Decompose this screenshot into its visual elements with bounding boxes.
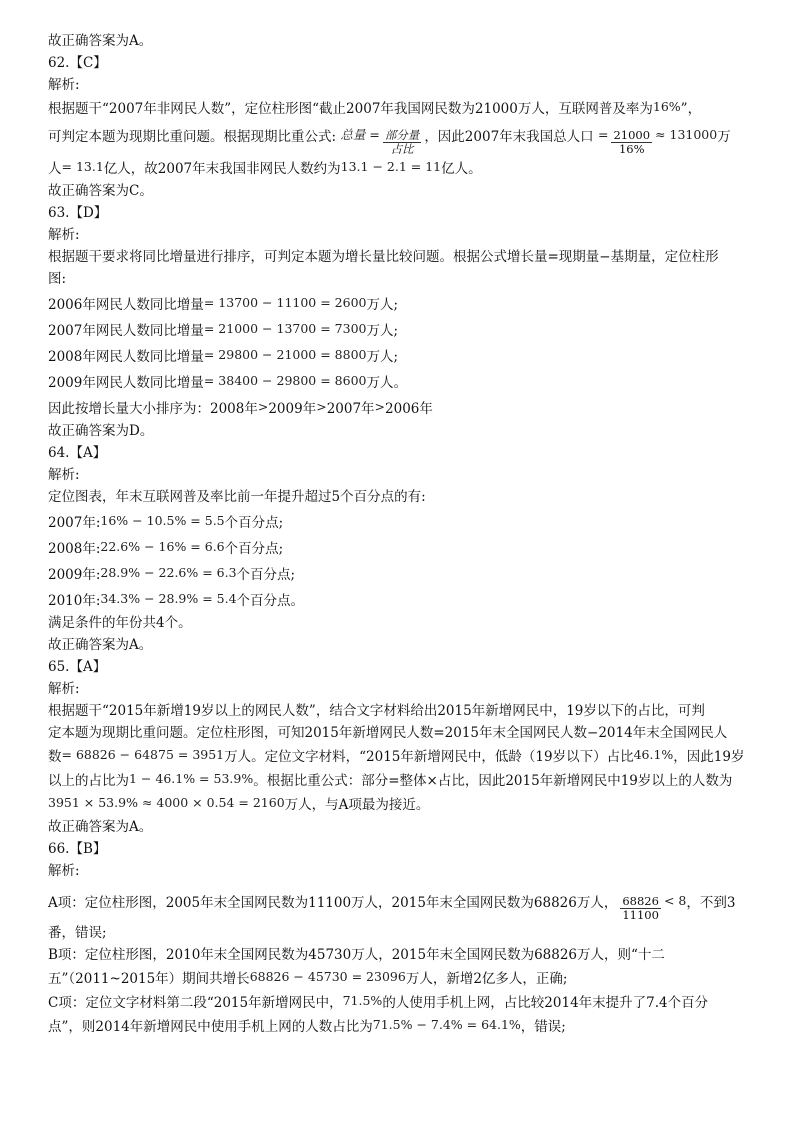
calculation-line	[48, 536, 760, 560]
math-expression: = 21000 − 13700 = 7300	[203, 321, 367, 336]
answer-conclusion: 故正确答案为A。	[48, 33, 153, 49]
math-expression: 34.3% − 28.9% = 5.4	[100, 591, 237, 606]
math-expression: = 68826 − 64875 = 3951	[61, 747, 225, 762]
text-segment: 万人，与A项最为接近。	[284, 797, 430, 813]
question-number-63: 63.【D】	[48, 205, 108, 221]
calculation-line	[48, 370, 760, 394]
text-segment: 2007年	[326, 401, 375, 417]
text-segment: 。根据比重公式：部分=整体×占比，因此2015年新增网民中19岁以上的人数为	[253, 773, 733, 789]
math-expression: >	[374, 399, 386, 414]
text-segment: 2007年:	[48, 515, 101, 531]
analysis-heading: 解析:	[48, 467, 80, 483]
question-number-65: 65.【A】	[48, 659, 107, 675]
math-expression: 1 − 46.1% = 53.9%	[129, 771, 254, 786]
fraction-numerator: 68826	[622, 894, 659, 908]
option-c-text	[48, 1014, 760, 1038]
explanation-text	[48, 768, 760, 792]
text-segment: 个百分点;	[224, 515, 284, 531]
text-segment: 亿人，故2007年末我国非网民人数约为	[103, 161, 341, 177]
fraction-denominator: 11100	[622, 908, 659, 922]
calculation-line	[48, 588, 760, 612]
text-segment: 点”，则2014年新增网民中使用手机上网的人数占比为	[48, 1019, 373, 1035]
explanation-text: 定本题为现期比重问题。定位柱形图，可知2015年新增网民人数=2015年末全国网民人数−2014年末全国网民人	[48, 725, 728, 741]
text-segment: 亿人。	[441, 161, 482, 177]
text-segment: A项：定位柱形图，2005年末全国网民数为11100万人，2015年末全国网民数为68826万人，	[48, 895, 618, 911]
text-segment: C项：定位文字材料第二段“2015年新增网民中，	[48, 995, 343, 1011]
analysis-heading: 解析:	[48, 227, 80, 243]
question-number-64: 64.【A】	[48, 445, 107, 461]
option-a-text	[48, 886, 760, 922]
text-segment: 的人使用手机上网，占比较2014年末提升了7.4个百分	[382, 995, 709, 1011]
analysis-heading: 解析:	[48, 77, 80, 93]
option-b-text	[48, 966, 760, 990]
fraction	[383, 129, 422, 156]
answer-conclusion: 故正确答案为D。	[48, 423, 154, 439]
text-segment: 个百分点。	[236, 593, 305, 609]
math-expression: 3951 × 53.9% ≈ 4000 × 0.54 = 2160	[48, 795, 285, 810]
text-segment: 2006年	[385, 401, 433, 417]
text-segment: 2008年网民人数同比增量	[48, 349, 204, 365]
text-segment: 2009年	[268, 401, 317, 417]
text-segment: 万人，新增2亿多人，正确;	[405, 971, 568, 987]
math-expression: = 29800 − 21000 = 8800	[203, 347, 367, 362]
calculation-line	[48, 292, 760, 316]
text-segment: ，因此2007年末我国总人口	[424, 129, 594, 145]
fraction	[611, 129, 652, 156]
math-expression: 68826 − 45730 = 23096	[249, 969, 406, 984]
math-expression: ≈ 131000	[655, 127, 718, 142]
answer-conclusion: 故正确答案为A。	[48, 819, 153, 835]
text-segment: 个百分点;	[224, 541, 284, 557]
text-segment: 万人;	[366, 323, 399, 339]
text-segment: 万人。	[366, 375, 407, 391]
analysis-heading: 解析:	[48, 863, 80, 879]
text-segment: 因此按增长量大小排序为：2008年	[48, 401, 258, 417]
text-segment: 可判定本题为现期比重问题。根据现期比重公式:	[48, 129, 337, 145]
math-expression: 71.5% − 7.4% = 64.1%	[372, 1017, 521, 1032]
text-segment: 2009年:	[48, 567, 101, 583]
explanation-text: 根据题干“2015年新增19岁以上的网民人数”，结合文字材料给出2015年新增网民中，19岁以下的占比，可判	[48, 703, 705, 719]
question-number-62: 62.【C】	[48, 55, 107, 71]
text-segment: ，错误;	[520, 1019, 566, 1035]
text-segment: 五”（2011~2015年）期间共增长	[48, 971, 250, 987]
text-segment: 以上的占比为	[48, 773, 129, 789]
math-expression: < 8	[663, 893, 687, 908]
text-segment: 数	[48, 749, 62, 765]
text-segment: 根据题干“2007年非网民人数”，定位柱形图“截止2007年我国网民数为21000万人，互联网普及率为	[48, 101, 653, 117]
explanation-text: 根据题干要求将同比增量进行排序，可判定本题为增长量比较问题。根据公式增长量=现期量−基期量，定位柱形	[48, 249, 719, 265]
fraction	[620, 895, 661, 922]
text-segment: 万	[717, 129, 731, 145]
text-segment: 2010年:	[48, 593, 101, 609]
calculation-line	[48, 510, 760, 534]
math-expression: >	[257, 399, 269, 414]
question-number-66: 66.【B】	[48, 841, 107, 857]
explanation-text	[48, 96, 760, 120]
text-segment: ，不到3	[686, 895, 736, 911]
explanation-text	[48, 396, 760, 420]
text-segment: 万人;	[366, 349, 399, 365]
answer-conclusion: 故正确答案为C。	[48, 183, 153, 199]
explanation-text	[48, 120, 760, 156]
math-expression: =	[597, 127, 609, 142]
text-segment: 2007年网民人数同比增量	[48, 323, 204, 339]
math-expression: 28.9% − 22.6% = 6.3	[100, 565, 237, 580]
calculation-line	[48, 562, 760, 586]
option-c-text	[48, 990, 760, 1014]
text-segment: 2008年:	[48, 541, 101, 557]
fraction-denominator: 占比	[390, 142, 414, 156]
math-expression: 13.1 − 2.1 = 11	[340, 159, 442, 174]
math-expression: 71.5%	[342, 993, 383, 1008]
math-expression: = 38400 − 29800 = 8600	[203, 373, 367, 388]
explanation-text	[48, 792, 760, 816]
fraction-numerator: 21000	[613, 128, 651, 142]
text-segment: ”，	[680, 101, 702, 117]
calculation-line	[48, 318, 760, 342]
math-expression: = 13.1	[61, 159, 104, 174]
text-segment: 2006年网民人数同比增量	[48, 297, 204, 313]
math-expression: 16%	[652, 99, 681, 114]
analysis-heading: 解析:	[48, 681, 80, 697]
text-segment: 万人;	[366, 297, 399, 313]
explanation-text	[48, 744, 760, 768]
math-expression: >	[316, 399, 327, 414]
calculation-line	[48, 344, 760, 368]
option-a-text: 番，错误;	[48, 925, 107, 941]
math-expression: 22.6% − 16% = 6.6	[100, 539, 225, 554]
fraction-numerator: 部分量	[384, 128, 420, 142]
text-segment: 万人。定位文字材料，“2015年新增网民中，低龄（19岁以下）占比	[224, 749, 634, 765]
math-expression: 16% − 10.5% = 5.5	[100, 513, 225, 528]
fraction-denominator: 16%	[618, 142, 645, 156]
explanation-text: 图:	[48, 271, 67, 287]
math-expression: = 13700 − 11100 = 2600	[203, 295, 367, 310]
explanation-text	[48, 156, 760, 180]
text-segment: 2009年网民人数同比增量	[48, 375, 204, 391]
text-segment: ，因此19岁	[673, 749, 745, 765]
answer-explanation-document	[48, 30, 760, 1038]
explanation-text: 满足条件的年份共4个。	[48, 615, 192, 631]
text-segment: 个百分点;	[236, 567, 296, 583]
text-segment: 人	[48, 161, 62, 177]
math-expression: 总量 =	[340, 127, 380, 142]
math-expression: 46.1%	[633, 747, 674, 762]
explanation-text: 定位图表，年末互联网普及率比前一年提升超过5个百分点的有:	[48, 489, 426, 505]
answer-conclusion: 故正确答案为A。	[48, 637, 153, 653]
option-b-text: B项：定位柱形图，2010年末全国网民数为45730万人，2015年末全国网民数为68826万人，则“十二	[48, 947, 665, 963]
